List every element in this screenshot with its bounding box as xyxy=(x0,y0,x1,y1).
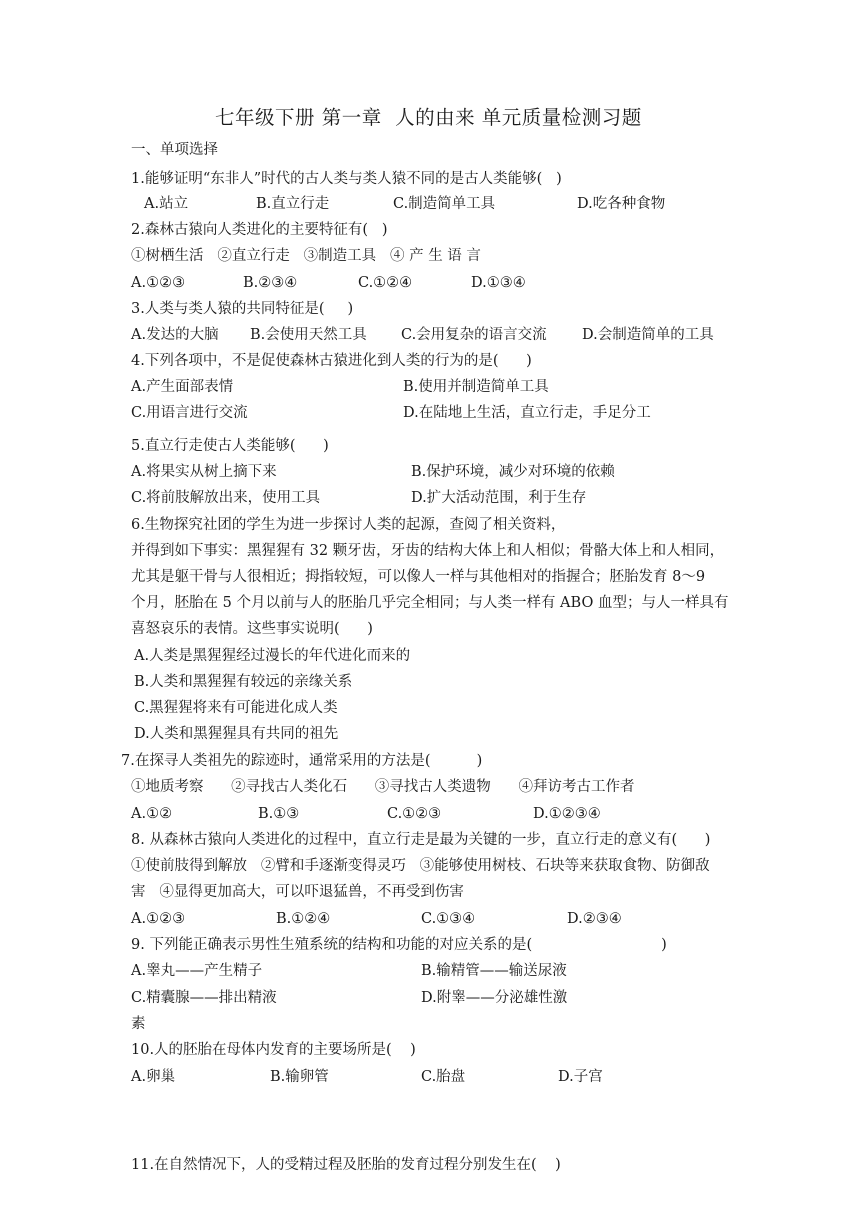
question-1-option-d: D.吃各种食物 xyxy=(577,196,666,212)
question-7-option-c: C.①②③ xyxy=(387,806,442,822)
question-9-option-c: C.精囊腺——排出精液 xyxy=(131,990,277,1006)
question-10-option-b: B.输卵管 xyxy=(270,1069,329,1085)
question-7-option-b: B.①③ xyxy=(258,806,300,822)
question-1-option-a: A.站立 xyxy=(144,196,189,212)
question-2-option-d: D.①③④ xyxy=(471,275,526,291)
question-4-option-c: C.用语言进行交流 xyxy=(131,405,248,421)
question-7-option-d: D.①②③④ xyxy=(533,806,601,822)
question-6-stem-line-3: 尤其是躯干骨与人很相近；拇指较短，可以像人一样与其他相对的指握合；胚胎发育 8～9 xyxy=(131,569,706,585)
question-8-option-b: B.①②④ xyxy=(276,911,331,927)
question-5-option-a: A.将果实从树上摘下来 xyxy=(131,464,277,480)
question-8-statements-line-1: ①使前肢得到解放 ②臂和手逐渐变得灵巧 ③能够使用树枝、石块等来获取食物、防御敌 xyxy=(131,858,710,874)
question-5-option-c: C.将前肢解放出来，使用工具 xyxy=(131,490,321,506)
question-6-stem-line-5: 喜怒哀乐的表情。这些事实说明( ) xyxy=(131,621,373,637)
question-10-option-c: C.胎盘 xyxy=(421,1069,466,1085)
section-heading: 一、单项选择 xyxy=(131,142,218,158)
question-10-stem: 10.人的胚胎在母体内发育的主要场所是( ) xyxy=(131,1042,416,1058)
question-3-option-a: A.发达的大脑 xyxy=(131,327,219,343)
question-2-option-c: C.①②④ xyxy=(358,275,413,291)
question-9-option-d: D.附睾——分泌雄性激 xyxy=(421,990,568,1006)
question-8-stem: 8. 从森林古猿向人类进化的过程中，直立行走是最为关键的一步，直立行走的意义有( ) xyxy=(131,832,711,848)
question-9-option-a: A.睾丸——产生精子 xyxy=(131,963,263,979)
question-7-stem: 7.在探寻人类祖先的踪迹时，通常采用的方法是( ) xyxy=(121,753,483,769)
question-7-option-a: A.①② xyxy=(131,806,173,822)
document-title: 七年级下册 第一章 人的由来 单元质量检测习题 xyxy=(215,106,642,129)
question-4-option-d: D.在陆地上生活，直立行走，手足分工 xyxy=(403,405,651,421)
question-5-option-b: B.保护环境，减少对环境的依赖 xyxy=(411,464,615,480)
question-4-option-a: A.产生面部表情 xyxy=(131,379,234,395)
question-5-stem: 5.直立行走使古人类能够( ) xyxy=(131,438,329,454)
question-2-option-b: B.②③④ xyxy=(243,275,298,291)
question-3-option-d: D.会制造简单的工具 xyxy=(582,327,714,343)
question-5-option-d: D.扩大活动范围，利于生存 xyxy=(411,490,587,506)
question-8-option-c: C.①③④ xyxy=(421,911,476,927)
question-3-stem: 3.人类与类人猿的共同特征是( ) xyxy=(131,301,354,317)
question-3-option-c: C.会用复杂的语言交流 xyxy=(401,327,547,343)
question-1-option-b: B.直立行走 xyxy=(256,196,330,212)
question-2-statements: ①树栖生活 ②直立行走 ③制造工具 ④ 产 生 语 言 xyxy=(131,248,481,264)
question-10-option-a: A.卵巢 xyxy=(131,1069,176,1085)
question-4-option-b: B.使用并制造简单工具 xyxy=(403,379,549,395)
question-7-statements: ①地质考察 ②寻找古人类化石 ③寻找古人类遗物 ④拜访考古工作者 xyxy=(131,779,635,795)
question-8-option-a: A.①②③ xyxy=(131,911,186,927)
question-6-stem-line-4: 个月，胚胎在 5 个月以前与人的胚胎几乎完全相同；与人类一样有 ABO 血型；与人一样具有 xyxy=(131,595,729,611)
question-9-option-b: B.输精管——输送尿液 xyxy=(421,963,567,979)
question-4-stem: 4.下列各项中，不是促使森林古猿进化到人类的行为的是( ) xyxy=(131,353,532,369)
question-2-option-a: A.①②③ xyxy=(131,275,186,291)
question-9-option-d-continuation: 素 xyxy=(131,1016,146,1032)
question-6-option-a: A.人类是黑猩猩经过漫长的年代进化而来的 xyxy=(134,648,411,664)
question-6-option-b: B.人类和黑猩猩有较远的亲缘关系 xyxy=(134,674,353,690)
question-6-stem-line-2: 并得到如下事实：黑猩猩有 32 颗牙齿，牙齿的结构大体上和人相似；骨骼大体上和人相同， xyxy=(131,543,725,559)
question-1-option-c: C.制造简单工具 xyxy=(393,196,496,212)
question-6-stem-line-1: 6.生物探究社团的学生为进一步探讨人类的起源，查阅了相关资料， xyxy=(131,517,566,533)
question-2-stem: 2.森林古猿向人类进化的主要特征有( ) xyxy=(131,222,388,238)
question-10-option-d: D.子宫 xyxy=(558,1069,603,1085)
question-8-statements-line-2: 害 ④显得更加高大，可以吓退猛兽，不再受到伤害 xyxy=(131,884,464,900)
question-1-stem: 1.能够证明“东非人”时代的古人类与类人猿不同的是古人类能够( ) xyxy=(131,171,562,187)
question-6-option-d: D.人类和黑猩猩具有共同的祖先 xyxy=(134,726,339,742)
question-9-stem: 9. 下列能正确表示男性生殖系统的结构和功能的对应关系的是( ) xyxy=(131,937,667,953)
question-11-stem: 11.在自然情况下，人的受精过程及胚胎的发育过程分别发生在( ) xyxy=(131,1157,561,1173)
question-6-option-c: C.黑猩猩将来有可能进化成人类 xyxy=(134,700,338,716)
question-8-option-d: D.②③④ xyxy=(567,911,622,927)
question-3-option-b: B.会使用天然工具 xyxy=(250,327,367,343)
